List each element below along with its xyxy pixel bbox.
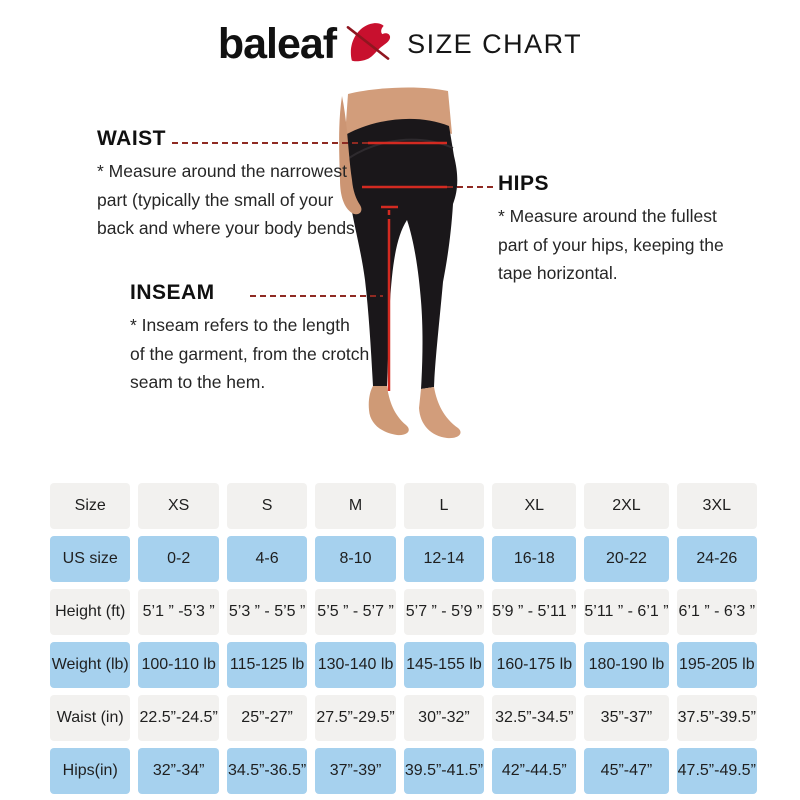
size-value-cell: 0-2: [138, 536, 218, 582]
hips-annotation: [498, 172, 724, 288]
size-value-cell: 30”-32”: [404, 695, 484, 741]
row-header-cell: US size: [50, 536, 130, 582]
size-value-cell: 16-18: [492, 536, 576, 582]
size-value-cell: 130-140 lb: [315, 642, 395, 688]
hips-label: HIPS: [498, 172, 550, 195]
row-header-cell: Hips(in): [50, 748, 130, 794]
annotation-text-line: of the garment, from the crotch: [130, 343, 370, 364]
size-value-cell: 45”-47”: [584, 748, 668, 794]
size-value-cell: 27.5”-29.5”: [315, 695, 395, 741]
annotation-text-line: * Inseam refers to the length: [130, 315, 350, 335]
size-value-cell: 3XL: [677, 483, 757, 529]
size-value-cell: 35”-37”: [584, 695, 668, 741]
size-value-cell: XS: [138, 483, 218, 529]
size-value-cell: 34.5”-36.5”: [227, 748, 307, 794]
size-value-cell: 24-26: [677, 536, 757, 582]
model-photo: [335, 86, 485, 470]
size-value-cell: L: [404, 483, 484, 529]
row-header-cell: Waist (in): [50, 695, 130, 741]
size-value-cell: 115-125 lb: [227, 642, 307, 688]
size-value-cell: 5’9 ” - 5’11 ”: [492, 589, 576, 635]
annotation-text-line: part of your hips, keeping the: [498, 234, 724, 255]
size-value-cell: 39.5”-41.5”: [404, 748, 484, 794]
annotation-text-line: * Measure around the fullest: [498, 206, 717, 226]
size-value-cell: 22.5”-24.5”: [138, 695, 218, 741]
size-value-cell: 5’3 ” - 5’5 ”: [227, 589, 307, 635]
size-value-cell: 5’5 ” - 5’7 ”: [315, 589, 395, 635]
annotation-text-line: seam to the hem.: [130, 372, 266, 392]
size-value-cell: 12-14: [404, 536, 484, 582]
size-value-cell: 160-175 lb: [492, 642, 576, 688]
page-title: SIZE CHART: [407, 28, 583, 59]
row-header-cell: Height (ft): [50, 589, 130, 635]
size-value-cell: 25”-27”: [227, 695, 307, 741]
annotation-text-line: part (typically the small of your: [97, 189, 334, 210]
size-value-cell: 32.5”-34.5”: [492, 695, 576, 741]
size-value-cell: 20-22: [584, 536, 668, 582]
waist-label: WAIST: [97, 127, 166, 150]
waist-annotation: [97, 127, 355, 243]
size-value-cell: 32”-34”: [138, 748, 218, 794]
inseam-label: INSEAM: [130, 281, 215, 304]
size-value-cell: S: [227, 483, 307, 529]
size-value-cell: 37.5”-39.5”: [677, 695, 757, 741]
row-header-cell: Size: [50, 483, 130, 529]
size-value-cell: 180-190 lb: [584, 642, 668, 688]
size-value-cell: 5’7 ” - 5’9 ”: [404, 589, 484, 635]
brand-text: baleaf: [217, 19, 337, 68]
size-value-cell: 100-110 lb: [138, 642, 218, 688]
size-value-cell: 8-10: [315, 536, 395, 582]
size-value-cell: XL: [492, 483, 576, 529]
annotation-text-line: tape horizontal.: [498, 263, 618, 283]
size-value-cell: 5’11 ” - 6’1 ”: [584, 589, 668, 635]
size-value-cell: 5’1 ” -5’3 ”: [138, 589, 218, 635]
size-table: [50, 483, 757, 794]
size-value-cell: 47.5”-49.5”: [677, 748, 757, 794]
size-value-cell: 195-205 lb: [677, 642, 757, 688]
size-value-cell: 145-155 lb: [404, 642, 484, 688]
size-value-cell: 37”-39”: [315, 748, 395, 794]
size-value-cell: 6’1 ” - 6’3 ”: [677, 589, 757, 635]
size-value-cell: M: [315, 483, 395, 529]
annotation-text-line: * Measure around the narrowest: [97, 161, 347, 181]
size-value-cell: 4-6: [227, 536, 307, 582]
size-value-cell: 42”-44.5”: [492, 748, 576, 794]
inseam-annotation: [130, 281, 369, 397]
row-header-cell: Weight (lb): [50, 642, 130, 688]
annotation-text-line: back and where your body bends: [97, 218, 355, 238]
size-value-cell: 2XL: [584, 483, 668, 529]
